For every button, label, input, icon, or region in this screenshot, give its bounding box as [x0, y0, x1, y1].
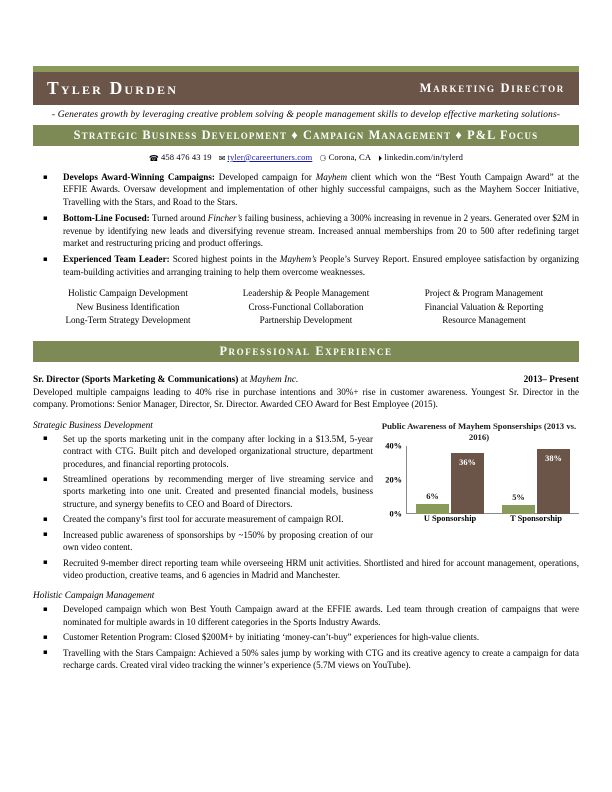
skills-column-2 — [217, 287, 395, 328]
bullet-icon: ▪ — [43, 648, 48, 657]
bullet-text: Developed campaign which won Best Youth Campaign award at the EFFIE awards. Led team through creation of campaigns that were nominated for multiple awards in 10 different categories in the Sports Industry Awards. — [63, 604, 579, 627]
bullet-text: Recruited 9-member direct reporting team while overseeing HRM unit activities. Shortlisted and hired for account management, operations, video production, creative teams, and 6 agencies in Madrid and Manchester. — [63, 557, 579, 580]
list-item — [33, 513, 579, 525]
bullet-icon: ▪ — [43, 514, 48, 523]
bullet-body-2: Scored highest points in the Mayhem’s People’s Survey Report. Ensured employee satisfaction by organizing team-building activities and arranging training to help them overcome weaknesses. — [63, 254, 580, 277]
bar-value-label: 36% — [459, 457, 476, 467]
job-at-word: at — [240, 375, 248, 386]
bullet-text: Increased public awareness of sponsorships by ~150% by proposing creation of our own video content. — [63, 529, 373, 553]
bullet-text: Customer Retention Program: Closed $200M+ by initiating ‘money-can’t-buy” experiences for high-value clients. — [63, 632, 480, 643]
linkedin-icon: ⏵ — [378, 154, 383, 163]
telephone-icon: ☎ — [148, 154, 159, 163]
bullet-lead: Bottom-Line Focused: — [63, 213, 150, 224]
skill-item: Resource Management — [442, 315, 526, 326]
experience-group-2 — [33, 591, 579, 671]
list-item — [33, 603, 579, 628]
group-2-bullet-list — [33, 603, 579, 671]
job-title-line — [33, 375, 298, 385]
bullet-icon: ▪ — [43, 632, 48, 641]
job-dates: 2013– Present — [523, 375, 579, 386]
resume-content — [33, 66, 579, 674]
core-competencies-band — [33, 125, 579, 146]
candidate-title: Marketing Director — [419, 81, 565, 95]
list-item — [33, 473, 579, 510]
bullet-icon: ▪ — [43, 558, 48, 566]
skill-item: Long-Term Strategy Development — [65, 315, 191, 326]
core-skills-grid — [33, 287, 579, 328]
bullet-lead: Develops Award-Winning Campaigns: — [63, 172, 215, 182]
contact-email-link[interactable]: tyler@careertuners.com — [227, 152, 313, 162]
y-tick-1: 20% — [385, 475, 402, 485]
skill-item: Partnership Development — [259, 315, 353, 326]
bar-value-label: 38% — [545, 454, 562, 464]
bar-value-label: 5% — [512, 493, 525, 503]
skill-item: Cross-Functional Collaboration — [248, 301, 364, 312]
list-item — [33, 529, 579, 554]
chart-title: Public Awareness of Mayhem Sponserships (2013 vs. 2016) — [381, 420, 577, 442]
section-header-professional-experience — [33, 341, 579, 362]
job-summary: Developed multiple campaigns leading to 40% rise in purchase intentions and 30%+ rise in customer awareness. Youngest Sr. Director in the company. Promotions: Senior Manager, Director, Sr. Director. Awarded CEO Award for Best Employee (2015). — [33, 387, 579, 410]
bullet-icon: ▪ — [43, 213, 48, 222]
skill-item: Project & Program Management — [424, 288, 544, 299]
list-item — [33, 171, 579, 208]
group-heading: Strategic Business Development — [33, 420, 153, 431]
section-title: Professional Experience — [219, 344, 393, 359]
skill-item: Leadership & People Management — [242, 288, 370, 299]
bullet-icon: ▪ — [43, 254, 48, 263]
skills-column-3 — [395, 287, 573, 328]
contact-linkedin: linkedin.com/in/tylerd — [384, 152, 464, 162]
list-item — [33, 631, 579, 643]
experience-group-1 — [33, 421, 579, 581]
skill-item: Financial Valuation & Reporting — [424, 301, 544, 312]
contact-location: Corona, CA — [328, 152, 372, 162]
bullet-icon: ▪ — [43, 530, 48, 539]
bullet-text: Created the company’s first tool for accurate measurement of campaign ROI. — [63, 514, 344, 525]
list-item — [33, 253, 579, 278]
x-tick-label: T Sponsorship — [510, 513, 562, 523]
bullet-body-1: Turned around Fincher’s failing business, achieving a 300% increasing in revenue in 2 years. Generated over $2M in revenue by identifying new leads and diversifying revenue stream. Increased annual memberships from 20 to 500 after redefining target market and restructuring pricing and product offerings. — [63, 213, 580, 249]
job-role: Sr. Director (Sports Marketing & Communications) — [33, 375, 239, 386]
x-tick-label: U Sponsorship — [423, 513, 477, 523]
candidate-name: Tyler Durden — [47, 78, 179, 98]
bullet-text: Set up the sports marketing unit in the company after locking in a $13.5M, 5-year contract with CTG. Built pitch and developed organizational structure, department procedures, and financial reporting protocols. — [63, 433, 373, 469]
job-header — [33, 375, 579, 385]
bullet-lead: Experienced Team Leader: — [63, 254, 170, 265]
y-tick-2: 40% — [385, 441, 402, 451]
bullet-icon: ▪ — [43, 434, 48, 443]
bullet-icon: ▪ — [43, 604, 48, 613]
bullet-body-0: Developed campaign for Mayhem client which won the “Best Youth Campaign Award” at the EFFIE Awards. Oversaw development and implementation of other highly successful campaigns, such as the Mayhem Soccer Initiative, Travelling with the Stars, and Road to the Stars. — [63, 172, 579, 207]
list-item — [33, 557, 579, 582]
bar-value-label: 6% — [426, 491, 439, 501]
contact-phone: 458 476 43 19 — [160, 152, 212, 162]
job-company: Mayhem Inc. — [249, 375, 299, 386]
bullet-icon: ▪ — [43, 172, 48, 181]
envelope-icon: ✉ — [218, 154, 226, 163]
header-name-band — [33, 72, 579, 105]
core-competencies-text: Strategic Business Development ♦ Campaign Management ♦ P&L Focus — [73, 128, 539, 142]
skills-column-1 — [39, 287, 217, 328]
tagline: - Generates growth by leveraging creative problem solving & people management skills to develop effective marketing solutions- — [51, 109, 561, 120]
summary-bullet-list — [33, 171, 579, 278]
bullet-text: Travelling with the Stars Campaign: Achieved a 50% sales jump by working with CTG and its creative agency to create a campaign for data recharge cards. Created viral video tracking the winner’s experience (5.7M views on YouTube). — [63, 647, 579, 670]
skill-item: Holistic Campaign Development — [68, 288, 188, 299]
y-tick-0: 0% — [389, 509, 402, 519]
group-1-bullet-list — [33, 433, 579, 581]
contact-line — [33, 146, 579, 171]
list-item — [33, 647, 579, 672]
skill-item: New Business Identification — [76, 301, 180, 312]
bullet-icon: ▪ — [43, 474, 48, 483]
bullet-text: Streamlined operations by recommending merger of live streaming service and sports marketing into one unit. Created and presented financial models, business structure, and synergy benefits to CEO and Board of Directors. — [63, 474, 373, 509]
list-item — [33, 433, 579, 470]
list-item — [33, 212, 579, 249]
group-heading: Holistic Campaign Management — [33, 591, 155, 602]
location-pin-icon: ⚆ — [319, 154, 327, 163]
